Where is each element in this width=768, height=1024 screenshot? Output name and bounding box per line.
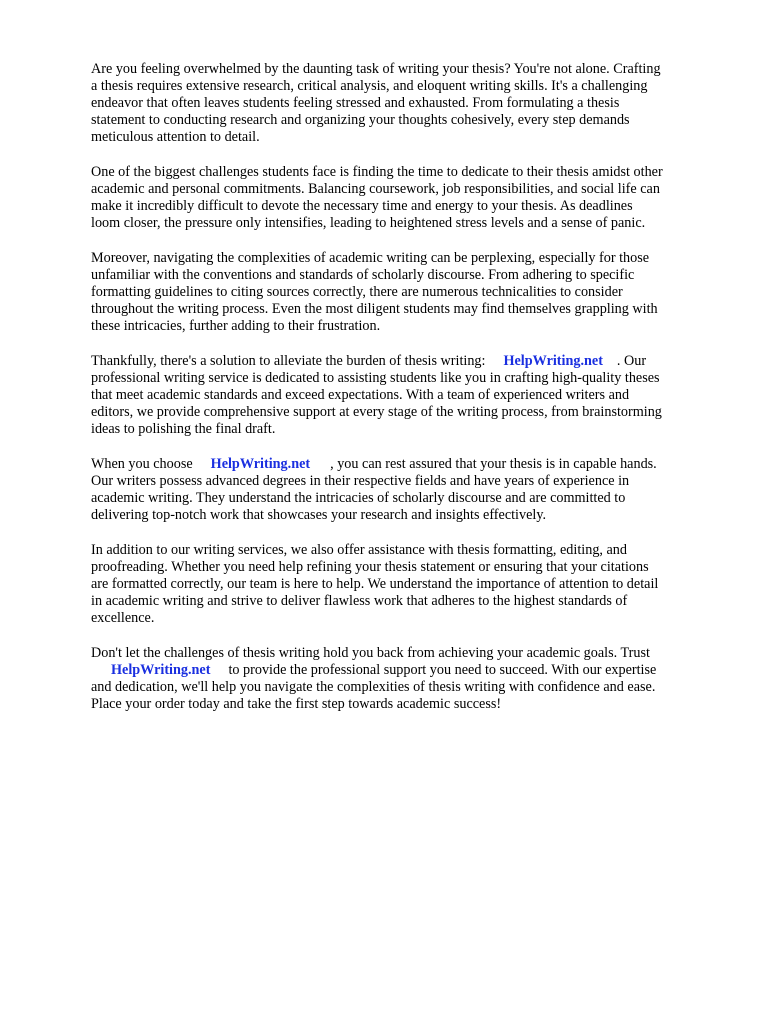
paragraph-complexities: Moreover, navigating the complexities of academic writing can be perplexing, especially for those unfamiliar with the conventions and standards of scholarly discourse. From adhering to specific formatting guidelines to citing sources correctly, there are numerous technicalities to consider throughout the writing process. Even the most diligent students may find themselves grappling with these intricacies, further adding to their frustration. bbox=[91, 249, 658, 335]
paragraph-choose-rest: , you can rest assured that your thesis is in capable hands. Our writers possess advanced degrees in their respective fields and have years of experience in academic writing. They understand the intricacies of scholarly discourse and are committed to delivering top-notch work that showcases your research and insights effectively. bbox=[91, 455, 657, 524]
paragraph-services: In addition to our writing services, we also offer assistance with thesis formatting, editing, and proofreading. Whether you need help refining your thesis statement or ensuring that your citations are formatted correctly, our team is here to help. We understand the importance of attention to detail in academic writing and strive to deliver flawless work that adheres to the highest standards of excellence. bbox=[91, 541, 659, 627]
helpwriting-link-2[interactable]: HelpWriting.net bbox=[210, 455, 311, 472]
paragraph-choose-lead: When you choose bbox=[91, 455, 193, 472]
paragraph-solution-lead: Thankfully, there's a solution to alleviate the burden of thesis writing: bbox=[91, 352, 486, 369]
paragraph-choose bbox=[91, 456, 731, 524]
paragraph-closing-lead: Don't let the challenges of thesis writing hold you back from achieving your academic goals. Trust bbox=[91, 644, 650, 661]
paragraph-closing bbox=[91, 645, 731, 713]
paragraph-solution bbox=[91, 353, 731, 438]
paragraph-intro: Are you feeling overwhelmed by the daunting task of writing your thesis? You're not alone. Crafting a thesis requires extensive research, critical analysis, and eloquent writing skills. It's a challenging endeavor that often leaves students feeling stressed and exhausted. From formulating a thesis statement to conducting research and organizing your thoughts cohesively, every step demands meticulous attention to detail. bbox=[91, 61, 661, 146]
paragraph-closing-rest: to provide the professional support you need to succeed. With our expertise and dedication, we'll help you navigate the complexities of thesis writing with confidence and ease. Place your order today and take the first step towards academic success! bbox=[91, 661, 657, 712]
document-body bbox=[91, 61, 731, 731]
helpwriting-link-1[interactable]: HelpWriting.net bbox=[503, 352, 603, 369]
paragraph-challenges: One of the biggest challenges students face is finding the time to dedicate to their thesis amidst other academic and personal commitments. Balancing coursework, job responsibilities, and social life can make it incredibly difficult to devote the necessary time and energy to your thesis. As deadlines loom closer, the pressure only intensifies, leading to heightened stress levels and a sense of panic. bbox=[91, 163, 663, 232]
paragraph-solution-rest: . Our professional writing service is dedicated to assisting students like you in crafting high-quality theses that meet academic standards and exceed expectations. With a team of experienced writers and editors, we provide comprehensive support at every stage of the writing process, from brainstorming ideas to polishing the final draft. bbox=[91, 352, 662, 438]
helpwriting-link-3[interactable]: HelpWriting.net bbox=[111, 661, 211, 678]
